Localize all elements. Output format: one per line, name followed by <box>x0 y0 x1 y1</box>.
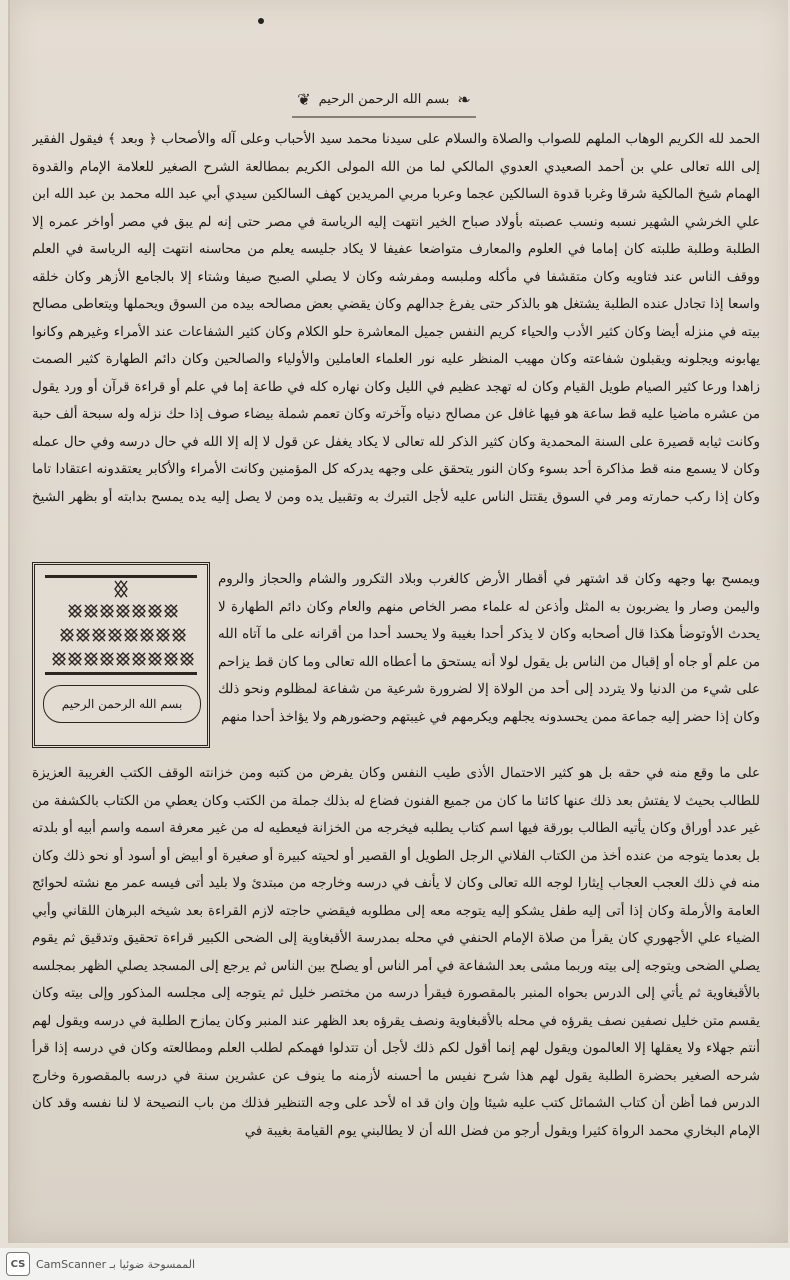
ornament-left-icon: ❦ <box>297 89 311 109</box>
decorative-frame <box>32 562 210 748</box>
camscanner-logo-icon: CS <box>6 1252 30 1276</box>
ornament-right-icon: ❧ <box>457 89 471 109</box>
ornament-pattern-icon <box>45 575 197 675</box>
header-basmala: بسم الله الرحمن الرحيم <box>318 91 450 107</box>
body-text-bottom <box>32 760 760 1238</box>
watermark-text: الممسوحة ضوئيا بـ CamScanner <box>36 1257 196 1271</box>
page-header <box>292 84 476 114</box>
top-paragraph: الحمد لله الكريم الوهاب الملهم للصواب والصلاة والسلام على سيدنا محمد سيد الأحباب وعلى آله والأصحاب ﴿ وبعد ﴾ فيقول الفقير إلى الله تعالى علي بن أحمد الصعيدي العدوي المالكي لما من الله المولى الكريم بمطالعة الشرح الصغير للعلامة الإمام والقدوة الهمام شيخ المالكية شرقا وغربا قدوة السالكين عجما وعربا مربي المريدين كهف السالكين سيدي أبي عبد الله محمد بن عبد الله ابن علي الخرشي الشهير نسبه ونسب عصبته بأولاد صباح الخير انتهت إليه الرياسة في مصر حتى إنه لم يبق في مصر أواخر عمره إلا الطلبة وطلبة طلبته كان إماما في العلوم والمعارف متواضعا عفيفا لا يكاد جليسه يعلم من محاسنه انتهت إليه الرياسة في العلم ووقف الناس عند فتاويه وكان متقشفا في مأكله وملبسه ومفرشه وكان لا يصلي الصبح صيفا وشتاء إلا بالجامع الأزهر وكان خلقه واسعا إذا تجادل عنده الطلبة يشتغل هو بالذكر حتى يفرغ جدالهم وكان يقضي بعض مصالحه بيده من السوق ويحملها ويتعاطى مصالح بيته في منزله أيضا وكان كثير الأدب والحياء كريم النفس جميل المعاشرة حلو الكلام وكان كثير الشفاعات عند الأمراء وغيرهم وكانوا يهابونه ويجلونه ويقبلون شفاعته وكان مهيب المنظر عليه نور العلماء العاملين والأولياء والصالحين وكان دائم الطهارة كثير الصمت زاهدا ورعا كثير الصيام طويل القيام وكان له تهجد عظيم في الليل وكان نهاره كله في طاعة إما في علم أو قراءة قرآن أو ورد يقول من عشره ماضيا عليه قط ساعة هو فيها غافل عن مصالح دنياه وآخرته وكان تعمم شملة بيضاء صوف إذا حك نزله وله سبحة ألف حبة وكانت ثيابه قصيرة على السنة المحمدية وكان كثير الذكر لله تعالى لا يكاد يغفل عن قول لا إله إلا الله في حال درسه وفي حال عمله وكان لا يسمع منه قط مذاكرة أحد بسوء وكان النور يتحقق على وجهه يدركه كل المؤمنين وكانت الأمراء والأكابر يعتقدونه اعتقادا تاما وكان إذا ركب حمارته ومر في السوق يقتتل الناس عليه لأجل التبرك به وتقبيل يده ومن لا يصل إليه يده يمسح بدابته أو بظهر الشيخ <box>32 132 760 505</box>
body-text-mid <box>218 566 760 756</box>
ink-dot <box>258 18 264 24</box>
ornament-caption: بسم الله الرحمن الرحيم <box>43 685 201 723</box>
bottom-paragraph: على ما وقع منه في حقه بل هو كثير الاحتمال الأذى طيب النفس وكان يفرض من كتبه ومن خزانته الوقف الكتب الغريبة العزيزة للطالب بحيث لا يفتش بعد ذلك عنها كائنا ما كان من جميع الفنون فضاع له بذلك جملة من الكتب وكان يعطي من الكتاب بالكشفة من غير عدد أوراق وكان يأتيه الطالب بورقة فيها اسم كتاب يطلبه فيخرجه من الخزانة فيعطيه له من غير معرفة اسمه واسم أبيه أو بلدته بل بعدما يتوجه من عنده أخذ من الكتاب الفلاني الرجل الطويل أو القصير أو لحيته كبيرة أو صغيرة أو أبيض أو أسود أو نحو ذلك وكان منه في ذلك العجب العجاب إيثارا لوجه الله تعالى وكان لا يأنف في درسه وخارجه من مبتدئ ولا بليد أتى فيسه عمر مع نشته لحوائج العامة والأرملة وكان إذا أتى إليه طفل يشكو إليه يتوجه معه إلى مطلوبه فيقضي حاجته لازم القراءة بعد شيخه البرهان اللقاني وأبي الضياء علي الأجهوري كان يقرأ من صلاة الإمام الحنفي في محله بمدرسة الأقبغاوية إلى الضحى الكبير قراءة تحقيق وتدقيق ثم يقوم يصلي الضحى ويتوجه إلى بيته وربما مشى بعد الشفاعة في أمر الناس أو يصلح بين الناس ثم يرجع إلى المسجد يصلي الظهر بمجلسه بالأقبغاوية ثم يأتي إلى الدرس بحواه المنبر بالمقصورة فيقرأ درسه من مختصر خليل ثم يتوجه إلى مجلسه المذكور وإلى بيته وكان يقسم متن خليل نصفين نصف يقرؤه في محله بالأقبغاوية ونصف يقرؤه بعد الظهر عند المنبر وكان يمازح الطلبة في درسه ويقول لهم أنتم جهلاء ولا يعقلها إلا العالمون ويقول لهم إنما أقول لكم ذلك لأجل أن تتدلوا فهمكم لطلب العلم ومطالعته وكان في درسه إذا قرأ شرحه الصغير بحضرة الطلبة يقول لهم هذا شرح نفيس ما أحسنه لأزمنه ما ينوف عن عشرين سنة في درسه بالمقصورة وخارج الدرس فما أظن أن كتاب الشمائل كتب عليه شيئا وإن وان قد اه لأحد على وجه التنظير فذلك من باب النصيحة لا لنا نفسه وقد كان الإمام البخاري محمد الرواة كثيرا ويقول أرجو من فضل الله أن لا يطالبني يوم القيامة بغيبة في <box>32 766 760 1139</box>
scanner-watermark <box>0 1248 790 1280</box>
body-text-top <box>32 126 760 566</box>
mid-paragraph: ويمسح بها وجهه وكان قد اشتهر في أقطار الأرض كالغرب وبلاد التكرور والشام والحجاز والروم واليمن وصار وا يضربون به المثل وأذعن له علماء مصر الخاص منهم والعام وكان دائم الطهارة لا يحدث الأوتوضأ هكذا قال أصحابه وكان لا يذكر أحدا بغيبة ولا يحسد أحدا من أقرانه على ما آتاه الله من علم أو جاه أو إقبال من الناس بل يقول لولا أنه يستحق ما أعطاه الله تعالى وما كان قط يزاحم على شيء من الدنيا ولا يتردد إلى أحد من الولاة إلا لضرورة شرعية من شفاعة لمظلوم ونحو ذلك وكان إذا حضر إليه جماعة ممن يحسدونه يجلهم ويكرمهم في غيبتهم وحضورهم ولا يؤاخذ أحدا منهم <box>218 572 760 725</box>
header-rule <box>292 116 476 118</box>
